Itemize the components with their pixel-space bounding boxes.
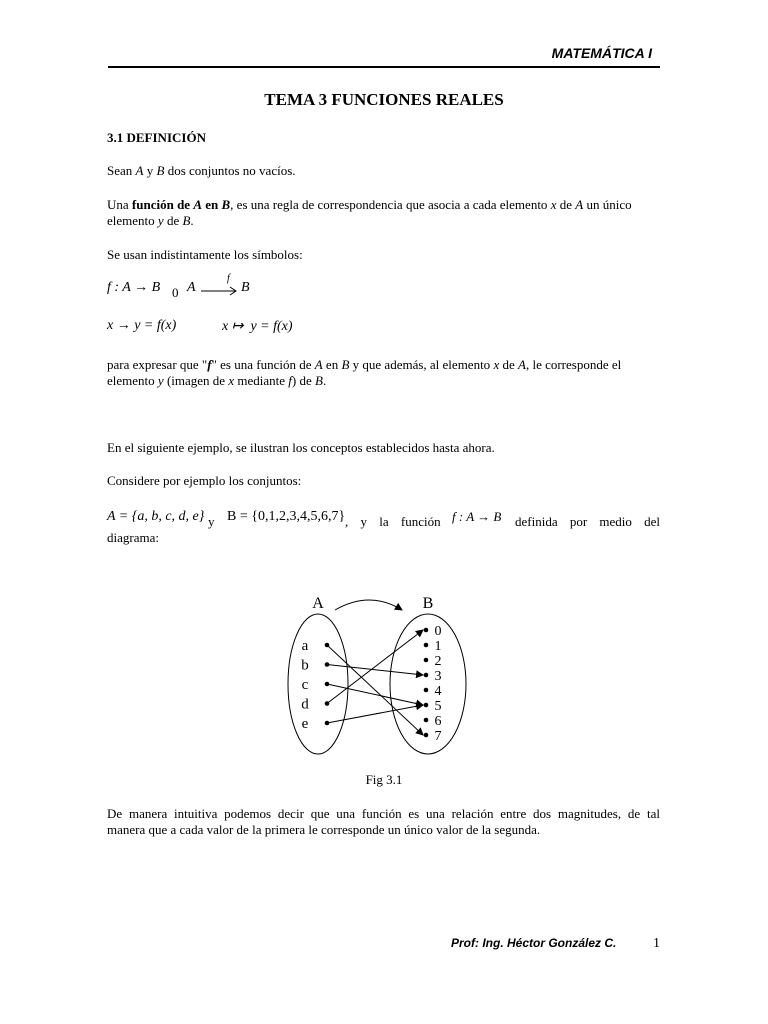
paragraph-definition [107, 197, 660, 229]
paragraph-expression [107, 357, 660, 389]
set-b-element: 5 [434, 699, 442, 714]
set-b-definition: B = {0,1,2,3,4,5,6,7} [227, 509, 346, 524]
set-b-dot [424, 658, 429, 663]
var: y [157, 213, 164, 228]
curved-arrow-icon [335, 600, 402, 610]
text: de [556, 197, 576, 212]
formula-arrow-domain: A [187, 280, 196, 295]
formula-mapping [107, 273, 407, 302]
text: " es una función de [211, 357, 315, 372]
text: (imagen de [163, 373, 229, 388]
paragraph-consider: Considere por ejemplo los conjuntos: [107, 473, 302, 488]
text: . [322, 373, 327, 388]
text-function: , y la función [345, 514, 441, 529]
conjunction-y: y [208, 514, 215, 529]
text: para expresar que " [107, 357, 208, 372]
paragraph-sets [107, 163, 660, 179]
set-b-element: 6 [434, 714, 442, 729]
set-b-dot [424, 628, 429, 633]
set-a-element: b [301, 657, 309, 674]
function-f-definition: f : A → B [452, 509, 502, 524]
var: B [182, 213, 191, 228]
paragraph-intuition-line1: De manera intuitiva podemos decir que una función es una relación entre dos magnitudes, de tal [107, 806, 660, 821]
set-a-definition: A = {a, b, c, d, e} [107, 509, 205, 524]
set-a-ellipse [288, 614, 348, 754]
set-b-dot [424, 673, 429, 678]
document-title: TEMA 3 FUNCIONES REALES [264, 90, 504, 109]
text: ) de [291, 373, 315, 388]
var: x [550, 197, 557, 212]
mapping-arrow [327, 705, 423, 723]
set-b-element: 0 [434, 624, 442, 639]
set-a-element: d [301, 696, 309, 713]
formula-arrow-codomain: B [241, 280, 250, 295]
footer-author: Prof: Ing. Héctor González C. [451, 936, 617, 950]
text: en [322, 357, 342, 372]
paragraph-symbols: Se usan indistintamente los símbolos: [107, 247, 303, 262]
formula-x-mapsto-y: x ↦ y = f(x) [222, 319, 293, 334]
text: y [143, 163, 157, 178]
text: , le corresponde el elemento [107, 357, 622, 388]
text: Sean [107, 163, 136, 178]
text: de [163, 213, 183, 228]
set-b-dot [424, 643, 429, 648]
sets-line [107, 509, 660, 529]
header-title: MATEMÁTICA I [551, 45, 652, 61]
set-b-element: 2 [434, 654, 442, 669]
var: x [493, 357, 500, 372]
var: A [314, 357, 323, 372]
bold-var: B [221, 197, 231, 212]
mapping-arrow [327, 684, 423, 705]
bold-text: función de [131, 197, 194, 212]
set-b-dot [424, 688, 429, 693]
formula-x-to-y: x → y = f(x) [107, 318, 177, 333]
set-b-dot [424, 733, 429, 738]
set-b-element: 3 [434, 669, 442, 684]
text: dos conjuntos no vacíos. [164, 163, 296, 178]
set-a-element: a [301, 638, 309, 654]
var: B [314, 373, 323, 388]
text: . [190, 213, 194, 228]
mapping-arrow [327, 665, 423, 676]
page-number: 1 [653, 936, 660, 951]
formula-separator: 0 [172, 285, 179, 300]
text: , es una regla de correspondencia que asocia a cada elemento [230, 197, 551, 212]
var: B [341, 357, 350, 372]
set-b-element: 7 [434, 729, 442, 744]
set-b-dot [424, 718, 429, 723]
set-b-label: B [422, 595, 434, 612]
text: un único elemento [107, 197, 632, 228]
var: A [518, 357, 526, 372]
text: mediante [234, 373, 289, 388]
page-header [108, 42, 660, 68]
bold-var: A [193, 197, 202, 212]
bold-text: en [202, 197, 222, 212]
var: x [228, 373, 235, 388]
set-a-element: c [301, 677, 309, 693]
text-diagram: diagrama: [107, 530, 159, 545]
var: y [157, 373, 164, 388]
set-b-element: 4 [434, 684, 442, 699]
long-arrow-icon [199, 284, 239, 296]
text: Una [107, 197, 132, 212]
formula-arrow-label: f [227, 273, 230, 284]
var: A [575, 197, 584, 212]
set-b-ellipse [390, 614, 466, 754]
text: de [499, 357, 518, 372]
formula-f-map: f : A → B [107, 280, 161, 295]
set-b-dot [424, 703, 429, 708]
text-defined-by: definida por medio del [515, 514, 660, 529]
var: B [156, 163, 165, 178]
var: f [288, 373, 292, 388]
figure-caption: Fig 3.1 [365, 772, 403, 787]
set-a-element: e [301, 716, 309, 732]
set-a-label: A [312, 595, 324, 612]
set-b-element: 1 [434, 639, 442, 654]
function-diagram [280, 588, 490, 758]
section-heading: 3.1 DEFINICIÓN [107, 130, 206, 145]
text: y que además, al elemento [349, 357, 494, 372]
mapping-arrow [327, 645, 423, 735]
formula-element [107, 318, 407, 340]
var: A [135, 163, 144, 178]
paragraph-intuition-line2: manera que a cada valor de la primera le corresponde un único valor de la segunda. [107, 822, 541, 837]
paragraph-example-intro: En el siguiente ejemplo, se ilustran los conceptos establecidos hasta ahora. [107, 440, 495, 455]
var: f [207, 357, 212, 372]
